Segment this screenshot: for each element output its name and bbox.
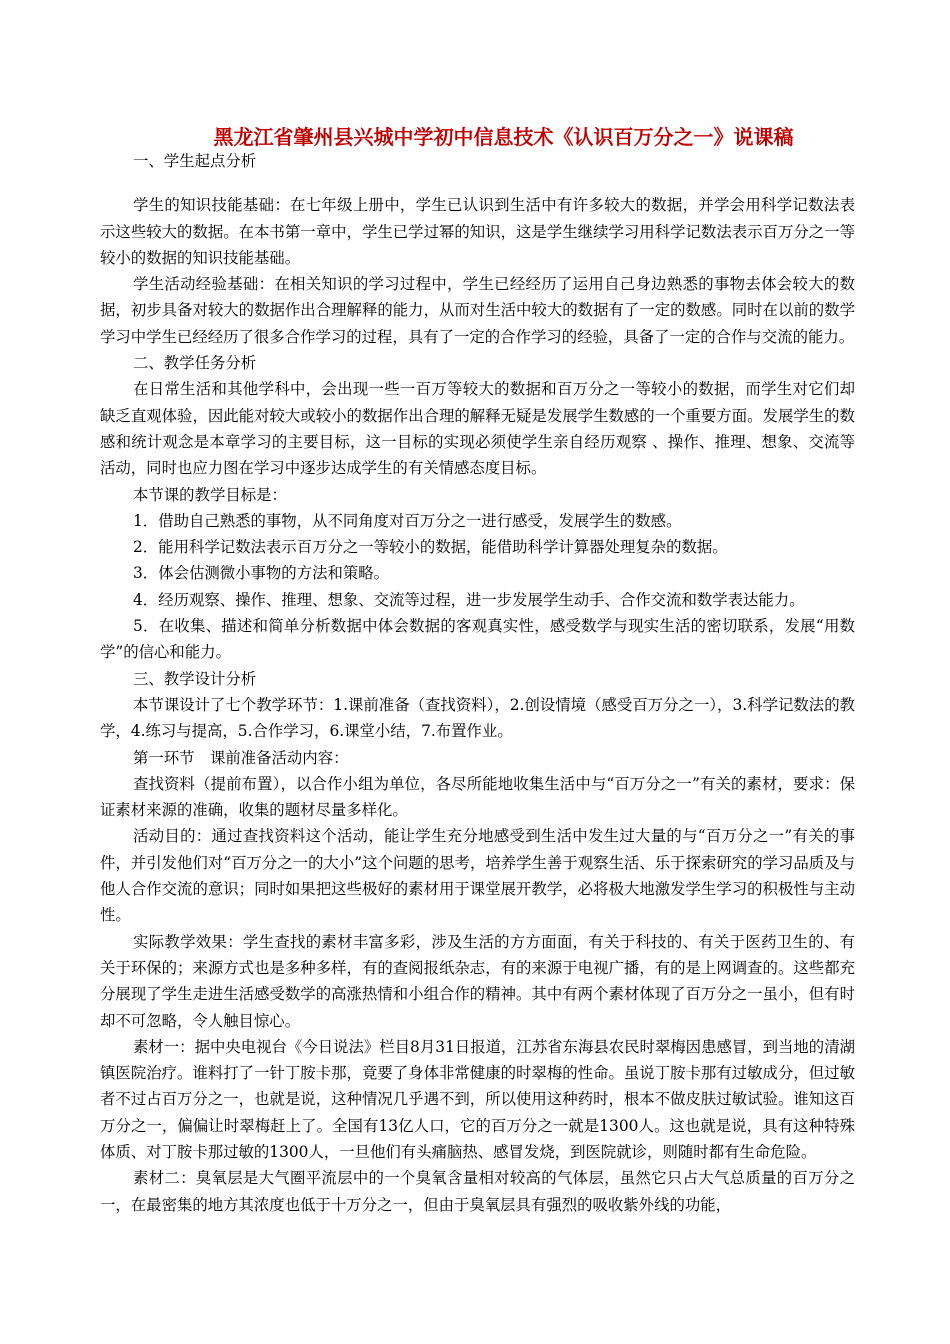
list-item: 2．能用科学记数法表示百万分之一等较小的数据，能借助科学计算器处理复杂的数据。 bbox=[133, 538, 728, 557]
paragraph: 查找资料（提前布置），以合作小组为单位，各尽所能地收集生活中与“百万分之一”有关的素材，要求：保证素材来源的准确，收集的题材尽量多样化。 bbox=[100, 774, 855, 820]
paragraph: 本节课设计了七个教学环节：1.课前准备（查找资料），2.创设情境（感受百万分之一），3.科学记数法的教学，4.练习与提高，5.合作学习，6.课堂小结，7.布置作业。 bbox=[100, 695, 855, 741]
paragraph: 实际教学效果：学生查找的素材丰富多彩，涉及生活的方方面面，有关于科技的、有关于医药卫生的、有关于环保的；来源方式也是多种多样，有的查阅报纸杂志，有的来源于电视广播，有的是上网调查的。这些都充分展现了学生走进生活感受数学的高涨热情和小组合作的精神。其中有两个素材体现了百万分之一虽小，但有时却不可忽略，令人触目惊心。 bbox=[100, 932, 855, 1030]
paragraph: 第一环节 课前准备活动内容： bbox=[133, 748, 349, 767]
list-item: 1．借助自己熟悉的事物，从不同角度对百万分之一进行感受，发展学生的数感。 bbox=[133, 511, 682, 530]
paragraph: 在日常生活和其他学科中，会出现一些一百万等较大的数据和百万分之一等较小的数据，而学生对它们却缺乏直观体验，因此能对较大或较小的数据作出合理的解释无疑是发展学生数感的一个重要方面。发展学生的数感和统计观念是本章学习的主要目标，这一目标的实现必须使学生亲自经历观察 、操作、推理、想象、交流等活动，同时也应力图在学习中逐步达成学生的有关情感态度目标。 bbox=[100, 380, 855, 478]
document-page bbox=[100, 124, 855, 1218]
paragraph: 学生的知识技能基础：在七年级上册中，学生已认识到生活中有许多较大的数据，并学会用科学记数法表示这些较大的数据。在本书第一章中，学生已学过幂的知识，这是学生继续学习用科学记数法表示百万分之一等较小的数据的知识技能基础。 bbox=[100, 196, 855, 267]
paragraph: 本节课的教学目标是： bbox=[133, 485, 287, 504]
section-heading: 二、教学任务分析 bbox=[133, 354, 257, 373]
list-item: 4．经历观察、操作、推理、想象、交流等过程，进一步发展学生动手、合作交流和数学表达能力。 bbox=[133, 590, 805, 609]
list-item: 3．体会估测微小事物的方法和策略。 bbox=[133, 564, 390, 583]
paragraph: 学生活动经验基础：在相关知识的学习过程中，学生已经经历了运用自己身边熟悉的事物去体会较大的数据，初步具备对较大的数据作出合理解释的能力，从而对生活中较大的数据有了一定的数感。同时在以前的数学学习中学生已经经历了很多合作学习的过程，具有了一定的合作学习的经验，具备了一定的合作与交流的能力。 bbox=[100, 275, 855, 346]
paragraph: 素材二：臭氧层是大气圈平流层中的一个臭氧含量相对较高的气体层，虽然它只占大气总质量的百万分之一，在最密集的地方其浓度也低于十万分之一，但由于臭氧层具有强烈的吸收紫外线的功能， bbox=[100, 1169, 855, 1214]
section-heading: 三、教学设计分析 bbox=[133, 669, 257, 688]
list-item: 5．在收集、描述和简单分析数据中体会数据的客观真实性，感受数学与现实生活的密切联系，发展“用数学”的信心和能力。 bbox=[100, 617, 855, 662]
paragraph: 素材一：据中央电视台《今日说法》栏目8月31日报道，江苏省东海县农民时翠梅因患感冒，到当地的清湖镇医院治疗。谁料打了一针丁胺卡那，竟要了身体非常健康的时翠梅的性命。虽说丁胺卡那有过敏成分，但过敏者不过占百万分之一，也就是说，这种情况几乎遇不到，所以使用这种药时，根本不做皮肤过敏试验。谁知这百万分之一，偏偏让时翠梅赶上了。全国有13亿人口，它的百万分之一就是1300人。这也就是说，具有这种特殊体质、对丁胺卡那过敏的1300人，一旦他们有头痛脑热、感冒发烧，到医院就诊，则随时都有生命危险。 bbox=[100, 1037, 855, 1161]
section-heading: 一、学生起点分析 bbox=[133, 152, 257, 170]
document-title: 黑龙江省肇州县兴城中学初中信息技术《认识百万分之一》说课稿 bbox=[213, 125, 794, 149]
paragraph: 活动目的：通过查找资料这个活动，能让学生充分地感受到生活中发生过大量的与“百万分之一”有关的事件，并引发他们对“百万分之一的大小”这个问题的思考，培养学生善于观察生活、乐于探索研究的学习品质及与他人合作交流的意识；同时如果把这些极好的素材用于课堂展开教学，必将极大地激发学生学习的积极性与主动性。 bbox=[100, 827, 855, 925]
